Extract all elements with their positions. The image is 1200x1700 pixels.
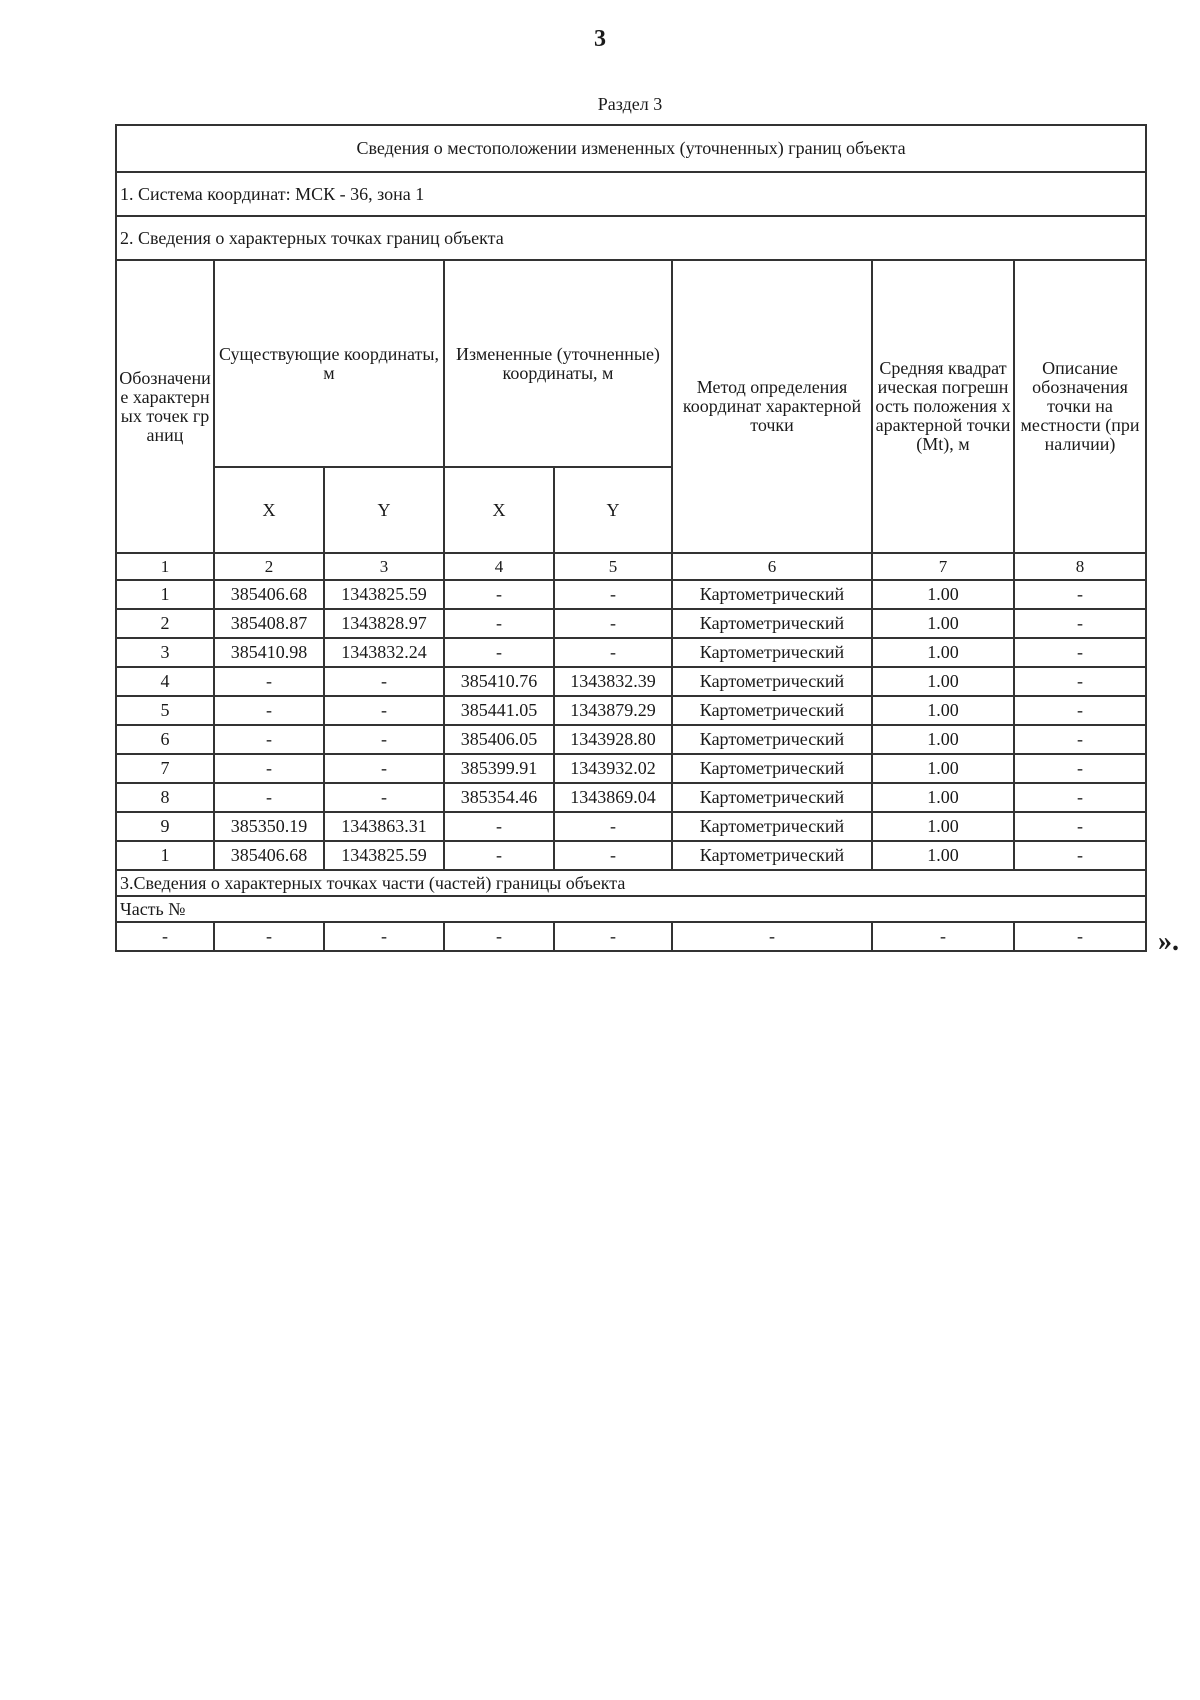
column-number: 1 (116, 553, 214, 580)
part-row (116, 922, 1146, 951)
method: Картометрический (672, 638, 872, 667)
point-description: - (1014, 696, 1146, 725)
point-number: 7 (116, 754, 214, 783)
part-cell: - (672, 922, 872, 951)
point-description: - (1014, 580, 1146, 609)
changed-x: 385410.76 (444, 667, 554, 696)
mean-square-error: 1.00 (872, 725, 1014, 754)
point-description: - (1014, 725, 1146, 754)
existing-x: - (214, 696, 324, 725)
header-changed-x: X (444, 467, 554, 553)
existing-y: 1343863.31 (324, 812, 444, 841)
existing-y: - (324, 667, 444, 696)
mean-square-error: 1.00 (872, 812, 1014, 841)
page-number: 3 (594, 26, 606, 52)
table-title: Сведения о местоположении измененных (уточненных) границ объекта (116, 125, 1146, 172)
changed-y: - (554, 609, 672, 638)
table-row (116, 725, 1146, 754)
point-number: 3 (116, 638, 214, 667)
table-row (116, 609, 1146, 638)
point-description: - (1014, 841, 1146, 870)
section-label: Раздел 3 (597, 94, 663, 114)
changed-x: - (444, 812, 554, 841)
existing-x: 385350.19 (214, 812, 324, 841)
part-cell: - (214, 922, 324, 951)
method: Картометрический (672, 841, 872, 870)
part-cell: - (116, 922, 214, 951)
mean-square-error: 1.00 (872, 667, 1014, 696)
changed-y: - (554, 812, 672, 841)
point-description: - (1014, 812, 1146, 841)
header-changed-coordinates: Измененные (уточненные) координаты, м (444, 260, 672, 467)
changed-x: 385406.05 (444, 725, 554, 754)
part-cell: - (872, 922, 1014, 951)
existing-y: - (324, 725, 444, 754)
point-number: 8 (116, 783, 214, 812)
table-row (116, 841, 1146, 870)
header-existing-x: X (214, 467, 324, 553)
changed-y: - (554, 841, 672, 870)
header-changed-y: Y (554, 467, 672, 553)
method: Картометрический (672, 609, 872, 638)
mean-square-error: 1.00 (872, 609, 1014, 638)
point-number: 1 (116, 841, 214, 870)
point-description: - (1014, 609, 1146, 638)
changed-y: - (554, 638, 672, 667)
point-number: 6 (116, 725, 214, 754)
existing-y: - (324, 783, 444, 812)
existing-x: 385406.68 (214, 841, 324, 870)
column-number: 5 (554, 553, 672, 580)
existing-y: 1343832.24 (324, 638, 444, 667)
table-row (116, 696, 1146, 725)
column-number: 2 (214, 553, 324, 580)
point-description: - (1014, 667, 1146, 696)
existing-x: - (214, 783, 324, 812)
part-cell: - (324, 922, 444, 951)
existing-y: 1343825.59 (324, 580, 444, 609)
mean-square-error: 1.00 (872, 754, 1014, 783)
header-mean-square-error: Средняя квадратическая погрешность положения характерной точки (Mt), м (872, 260, 1014, 553)
points-heading: 2. Сведения о характерных точках границ объекта (116, 216, 1146, 260)
table-row (116, 783, 1146, 812)
method: Картометрический (672, 783, 872, 812)
part-cell: - (444, 922, 554, 951)
part-label: Часть № (116, 896, 1146, 922)
point-number: 5 (116, 696, 214, 725)
table-row (116, 667, 1146, 696)
changed-y: 1343932.02 (554, 754, 672, 783)
header-point-description: Описание обозначения точки на местности (при наличии) (1014, 260, 1146, 553)
header-method: Метод определения координат характерной точки (672, 260, 872, 553)
mean-square-error: 1.00 (872, 783, 1014, 812)
changed-y: 1343832.39 (554, 667, 672, 696)
part-cell: - (554, 922, 672, 951)
existing-y: - (324, 754, 444, 783)
part-cell: - (1014, 922, 1146, 951)
changed-y: 1343928.80 (554, 725, 672, 754)
table-body (116, 125, 1146, 951)
existing-x: - (214, 667, 324, 696)
existing-x: 385408.87 (214, 609, 324, 638)
column-number: 3 (324, 553, 444, 580)
changed-x: - (444, 841, 554, 870)
boundary-points-table (115, 124, 1147, 952)
point-number: 1 (116, 580, 214, 609)
existing-x: 385410.98 (214, 638, 324, 667)
table-row (116, 580, 1146, 609)
method: Картометрический (672, 725, 872, 754)
column-number: 4 (444, 553, 554, 580)
mean-square-error: 1.00 (872, 696, 1014, 725)
existing-y: - (324, 696, 444, 725)
point-number: 4 (116, 667, 214, 696)
coordinate-system: 1. Система координат: МСК - 36, зона 1 (116, 172, 1146, 216)
table-row (116, 638, 1146, 667)
column-number: 8 (1014, 553, 1146, 580)
point-number: 9 (116, 812, 214, 841)
changed-x: 385399.91 (444, 754, 554, 783)
changed-x: - (444, 609, 554, 638)
changed-y: 1343869.04 (554, 783, 672, 812)
existing-y: 1343828.97 (324, 609, 444, 638)
changed-x: - (444, 580, 554, 609)
method: Картометрический (672, 754, 872, 783)
changed-x: 385354.46 (444, 783, 554, 812)
method: Картометрический (672, 667, 872, 696)
point-number: 2 (116, 609, 214, 638)
point-description: - (1014, 638, 1146, 667)
method: Картометрический (672, 580, 872, 609)
existing-x: - (214, 725, 324, 754)
column-number: 7 (872, 553, 1014, 580)
changed-y: - (554, 580, 672, 609)
table-row (116, 754, 1146, 783)
point-description: - (1014, 783, 1146, 812)
existing-y: 1343825.59 (324, 841, 444, 870)
mean-square-error: 1.00 (872, 841, 1014, 870)
header-existing-coordinates: Существующие координаты, м (214, 260, 444, 467)
method: Картометрический (672, 812, 872, 841)
changed-x: - (444, 638, 554, 667)
existing-x: 385406.68 (214, 580, 324, 609)
mean-square-error: 1.00 (872, 580, 1014, 609)
header-existing-y: Y (324, 467, 444, 553)
column-number-row (116, 553, 1146, 580)
mean-square-error: 1.00 (872, 638, 1014, 667)
column-number: 6 (672, 553, 872, 580)
changed-y: 1343879.29 (554, 696, 672, 725)
method: Картометрический (672, 696, 872, 725)
existing-x: - (214, 754, 324, 783)
parts-heading: 3.Сведения о характерных точках части (частей) границы объекта (116, 870, 1146, 896)
point-description: - (1014, 754, 1146, 783)
changed-x: 385441.05 (444, 696, 554, 725)
table-row (116, 812, 1146, 841)
closing-quote: ». (1158, 926, 1179, 957)
header-designation: Обозначение характерных точек границ (116, 260, 214, 553)
